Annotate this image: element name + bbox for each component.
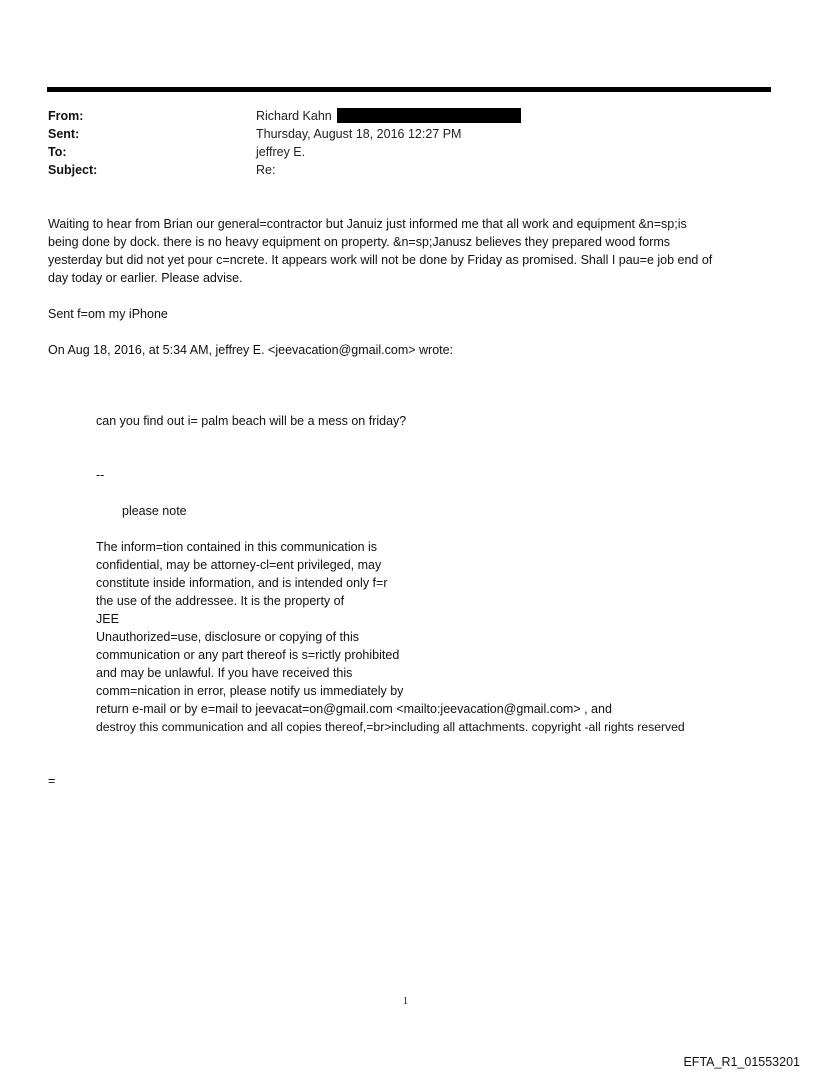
note-heading: please note (122, 504, 187, 518)
redaction-box (337, 108, 521, 123)
signature: Sent f=om my iPhone (48, 307, 168, 321)
sent-label: Sent: (48, 127, 80, 141)
message-line: yesterday but did not yet pour c=ncrete. It appears work will not be done by Friday as promised. Shall I pau=e job end of (48, 253, 713, 267)
message-line: day today or earlier. Please advise. (48, 271, 243, 285)
from-value (256, 107, 521, 125)
disclaimer-line: and may be unlawful. If you have received this (96, 666, 353, 680)
from-label: From: (48, 109, 84, 123)
disclaimer-line: destroy this communication and all copies thereof,=br>including all attachments. copyright -all rights reserved (96, 720, 685, 734)
quoted-question: can you find out i= palm beach will be a mess on friday? (96, 414, 407, 428)
disclaimer-line: comm=nication in error, please notify us immediately by (96, 684, 404, 698)
trailing-mark: = (48, 774, 56, 788)
header-rule (47, 87, 771, 92)
to-value: jeffrey E. (256, 145, 306, 159)
disclaimer-line: communication or any part thereof is s=rictly prohibited (96, 648, 400, 662)
disclaimer-line: the use of the addressee. It is the property of (96, 594, 345, 608)
quote-intro: On Aug 18, 2016, at 5:34 AM, jeffrey E. <jeevacation@gmail.com> wrote: (48, 343, 454, 357)
sent-value: Thursday, August 18, 2016 12:27 PM (256, 127, 462, 141)
disclaimer-line: JEE (96, 612, 119, 626)
disclaimer-line: return e-mail or by e=mail to jeevacat=on@gmail.com <mailto:jeevacation@gmail.com> , and (96, 702, 612, 716)
page-number: 1 (403, 996, 408, 1007)
sender-name: Richard Kahn (256, 109, 332, 123)
signature-separator: -- (96, 468, 105, 482)
document-id: EFTA_R1_01553201 (683, 1055, 800, 1069)
message-line: being done by dock. there is no heavy equipment on property. &n=sp;Janusz believes they prepared wood forms (48, 235, 671, 249)
disclaimer-line: The inform=tion contained in this communication is (96, 540, 378, 554)
subject-value: Re: (256, 163, 276, 177)
subject-label: Subject: (48, 163, 98, 177)
disclaimer-line: Unauthorized=use, disclosure or copying of this (96, 630, 359, 644)
disclaimer-line: confidential, may be attorney-cl=ent privileged, may (96, 558, 382, 572)
message-line: Waiting to hear from Brian our general=contractor but Januiz just informed me that all work and equipment &n=sp;is (48, 217, 687, 231)
disclaimer-line: constitute inside information, and is intended only f=r (96, 576, 388, 590)
to-label: To: (48, 145, 67, 159)
